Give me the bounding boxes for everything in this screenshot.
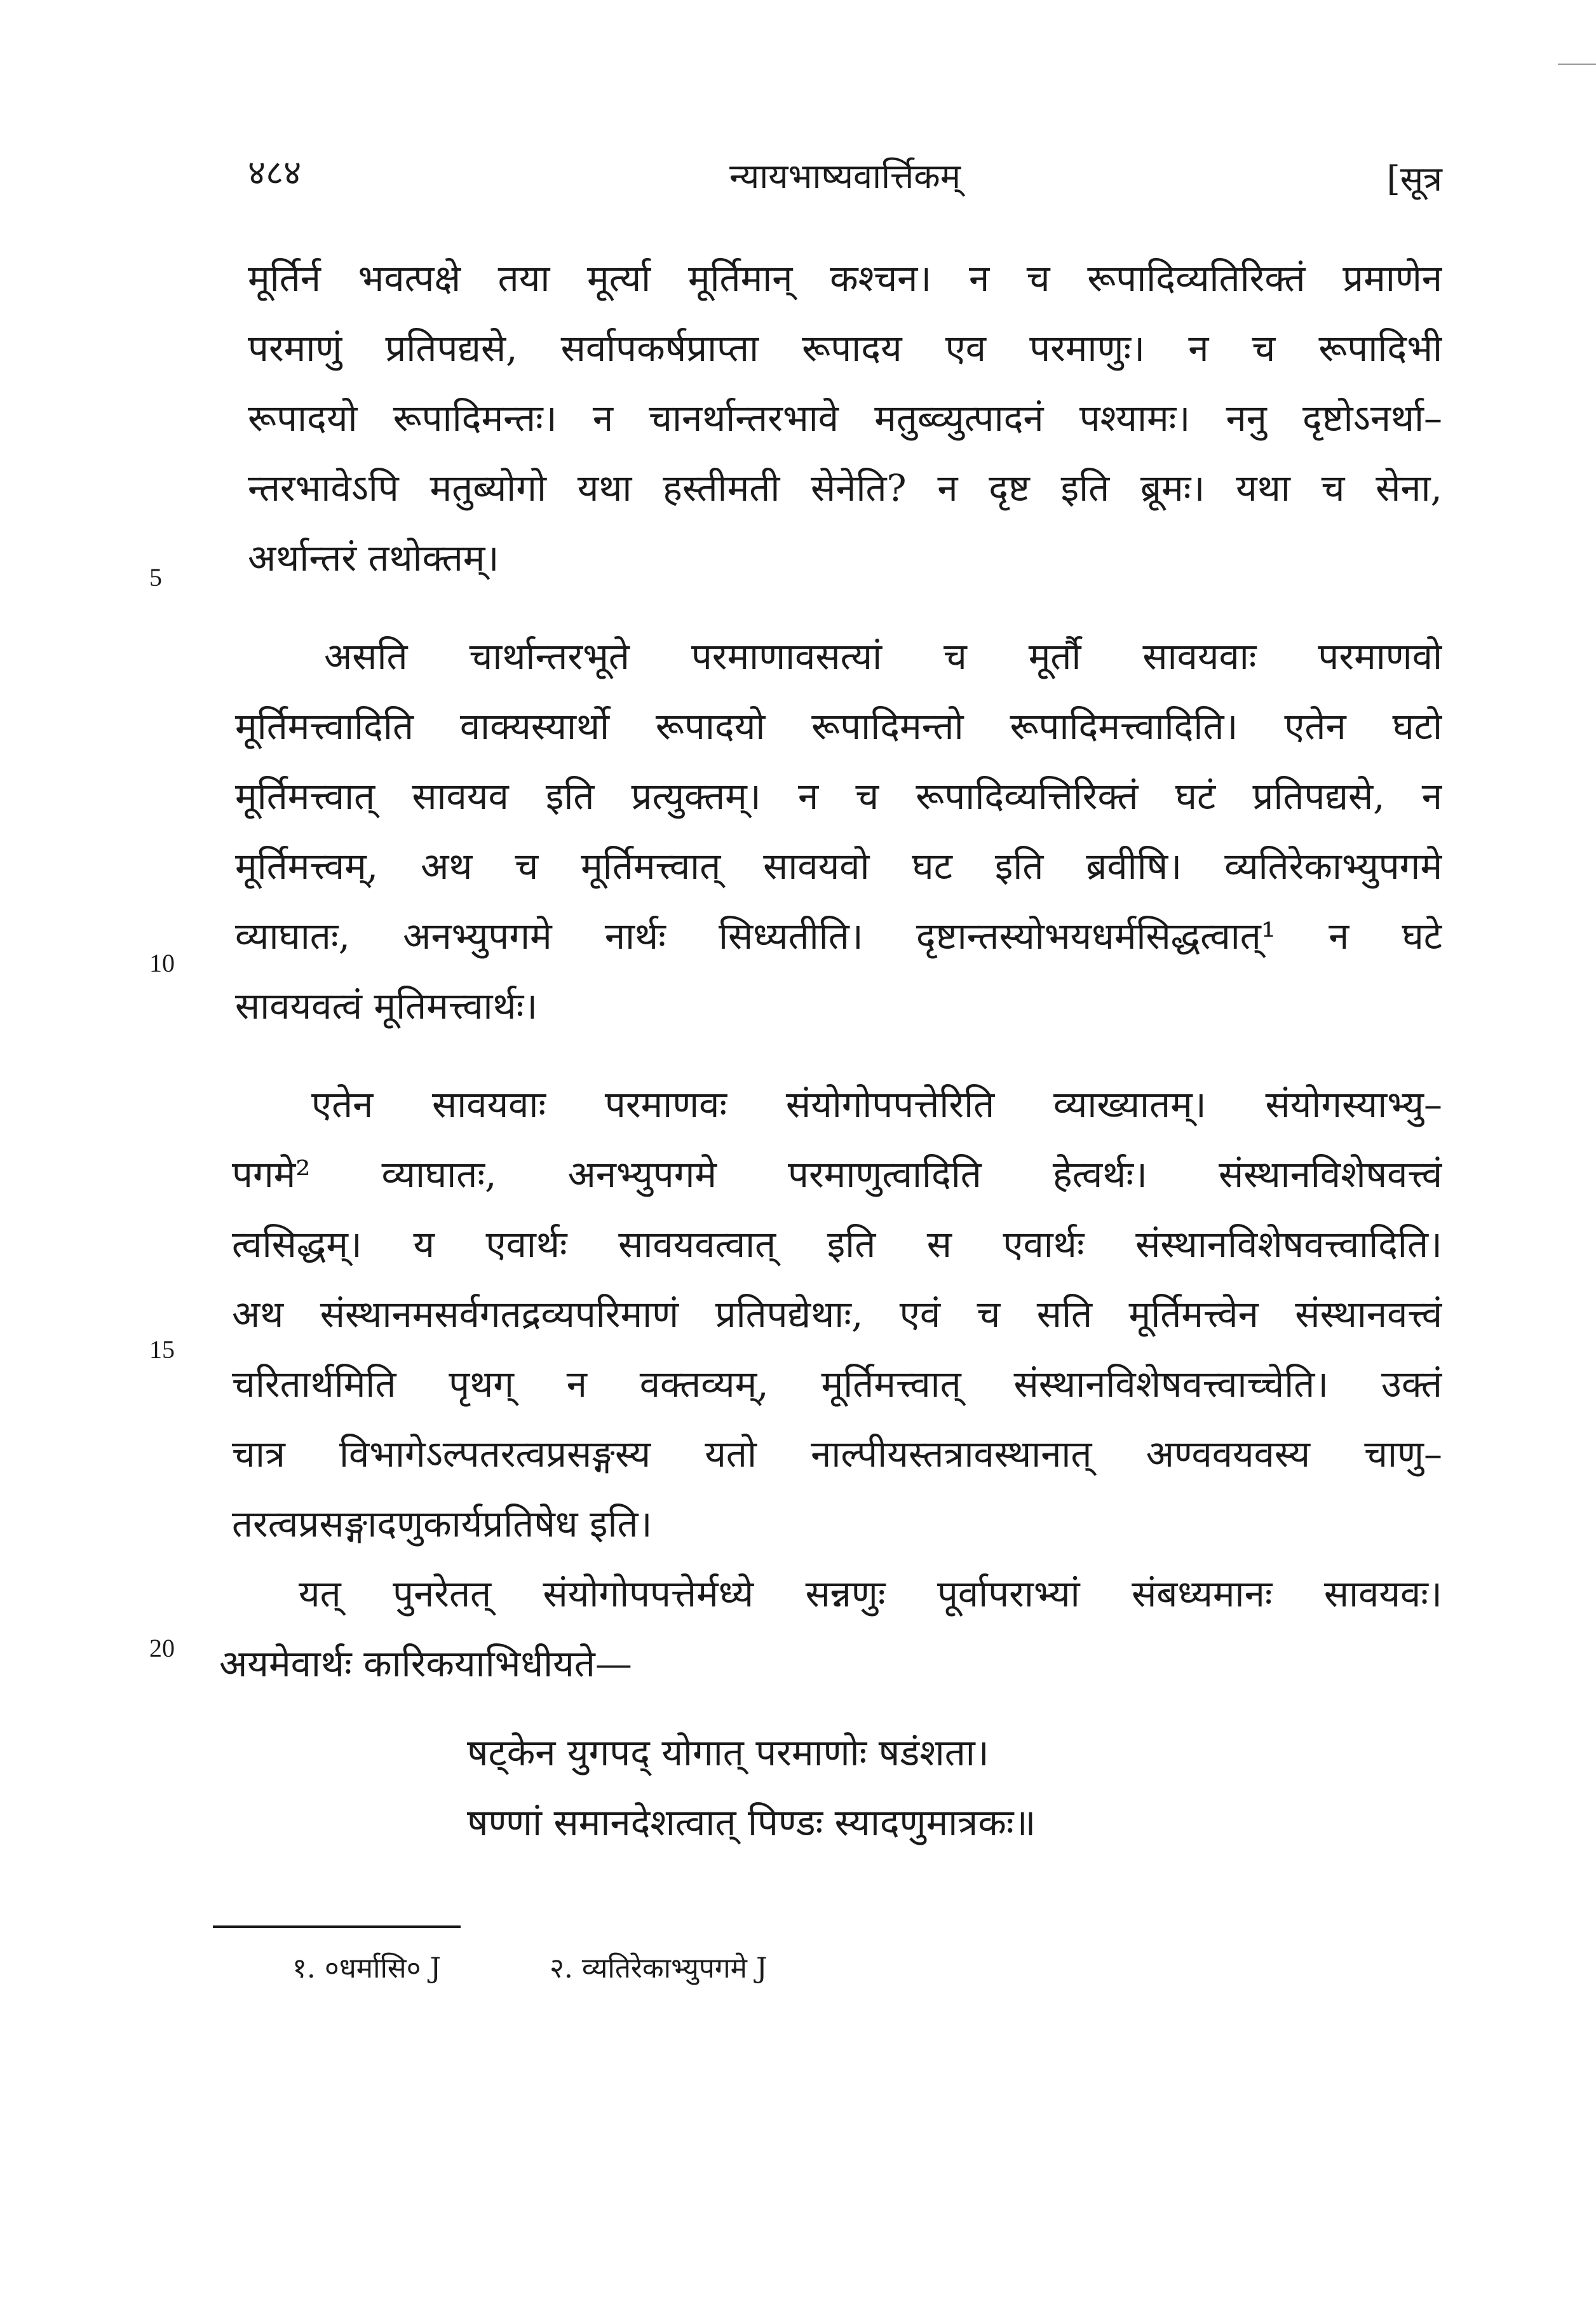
text-line: एतेन सावयवाः परमाणवः संयोगोपपत्तेरिति व्याख्यातम्। संयोगस्याभ्यु– — [311, 1083, 1442, 1126]
text-line: यत् पुनरेतत् संयोगोपपत्तेर्मध्ये सन्नणुः पूर्वापराभ्यां संबध्यमानः सावयवः। — [299, 1572, 1442, 1615]
text-line: असति चार्थान्तरभूते परमाणावसत्यां च मूर्तौ सावयवाः परमाणवो — [324, 635, 1442, 678]
text-line: व्याघातः, अनभ्युपगमे नार्थः सिध्यतीति। दृष्टान्तस्योभयधर्मसिद्धत्वात्¹ न घटे — [235, 914, 1442, 958]
line-number: 20 — [149, 1634, 175, 1662]
text-line: चरितार्थमिति पृथग् न वक्तव्यम्, मूर्तिमत्त्वात् संस्थानविशेषवत्त्वाच्चेति। उक्तं — [232, 1362, 1442, 1406]
text-line: मूर्तिमत्त्वादिति वाक्यस्यार्थो रूपादयो रूपादिमन्तो रूपादिमत्त्वादिति। एतेन घटो — [235, 705, 1442, 748]
text-line: मूर्तिर्न भवत्पक्षे तया मूर्त्या मूर्तिमान् कश्चन। न च रूपादिव्यतिरिक्तं प्रमाणेन — [248, 257, 1442, 300]
footnote: २. व्यतिरेकाभ्युपगमे J — [550, 1952, 768, 1985]
text-line: अयमेवार्थः कारिकयाभिधीयते— — [219, 1642, 632, 1685]
text-line: मूर्तिमत्त्वात् सावयव इति प्रत्युक्तम्। न च रूपादिव्यत्तिरिक्तं घटं प्रतिपद्यसे, न — [235, 775, 1442, 818]
text-line: त्वसिद्धम्। य एवार्थः सावयवत्वात् इति स एवार्थः संस्थानविशेषवत्त्वादिति। — [232, 1223, 1442, 1266]
verse-line: षण्णां समानदेशत्वात् पिण्डः स्यादणुमात्रकः॥ — [467, 1801, 1036, 1844]
footnote: १. ०धर्मासि० J — [292, 1952, 442, 1985]
text-line: सावयवत्वं मूतिमत्त्वार्थः। — [235, 984, 538, 1028]
text-line: न्तरभावेऽपि मतुब्योगो यथा हस्तीमती सेनेति? न दृष्ट इति ब्रूमः। यथा च सेना, — [248, 466, 1442, 510]
running-title: न्यायभाष्यवार्त्तिकम् — [729, 156, 961, 196]
edge-mark — [1558, 64, 1596, 65]
text-line: तरत्वप्रसङ्गादणुकार्यप्रतिषेध इति। — [232, 1502, 653, 1545]
verse-line: षट्केन युगपद् योगात् परमाणोः षडंशता। — [467, 1731, 989, 1774]
text-line: पगमे² व्याघातः, अनभ्युपगमे परमाणुत्वादिति हेत्वर्थः। संस्थानविशेषवत्त्वं — [232, 1153, 1442, 1196]
section-marker: [सूत्र — [1386, 159, 1442, 199]
footnote-rule — [213, 1925, 461, 1928]
page-number: ४८४ — [248, 153, 302, 193]
text-line: चात्र विभागेऽल्पतरत्वप्रसङ्गस्य यतो नाल्पीयस्तत्रावस्थानात् अण्ववयवस्य चाणु– — [232, 1432, 1442, 1476]
text-line: परमाणुं प्रतिपद्यसे, सर्वापकर्षप्राप्ता रूपादय एव परमाणुः। न च रूपादिभी — [248, 327, 1442, 370]
text-line: रूपादयो रूपादिमन्तः। न चानर्थान्तरभावे मतुब्व्युत्पादनं पश्यामः। ननु दृष्टोऽनर्था– — [248, 397, 1442, 440]
text-line: अर्थान्तरं तथोक्तम्। — [248, 536, 499, 580]
line-number: 15 — [149, 1335, 175, 1364]
running-header — [248, 147, 1442, 205]
line-number: 5 — [149, 563, 162, 592]
text-line: मूर्तिमत्त्वम्, अथ च मूर्तिमत्त्वात् सावयवो घट इति ब्रवीषि। व्यतिरेकाभ्युपगमे — [235, 845, 1442, 888]
text-line: अथ संस्थानमसर्वगतद्रव्यपरिमाणं प्रतिपद्येथाः, एवं च सति मूर्तिमत्त्वेन संस्थानवत्त्वं — [232, 1293, 1442, 1336]
line-number: 10 — [149, 949, 175, 977]
